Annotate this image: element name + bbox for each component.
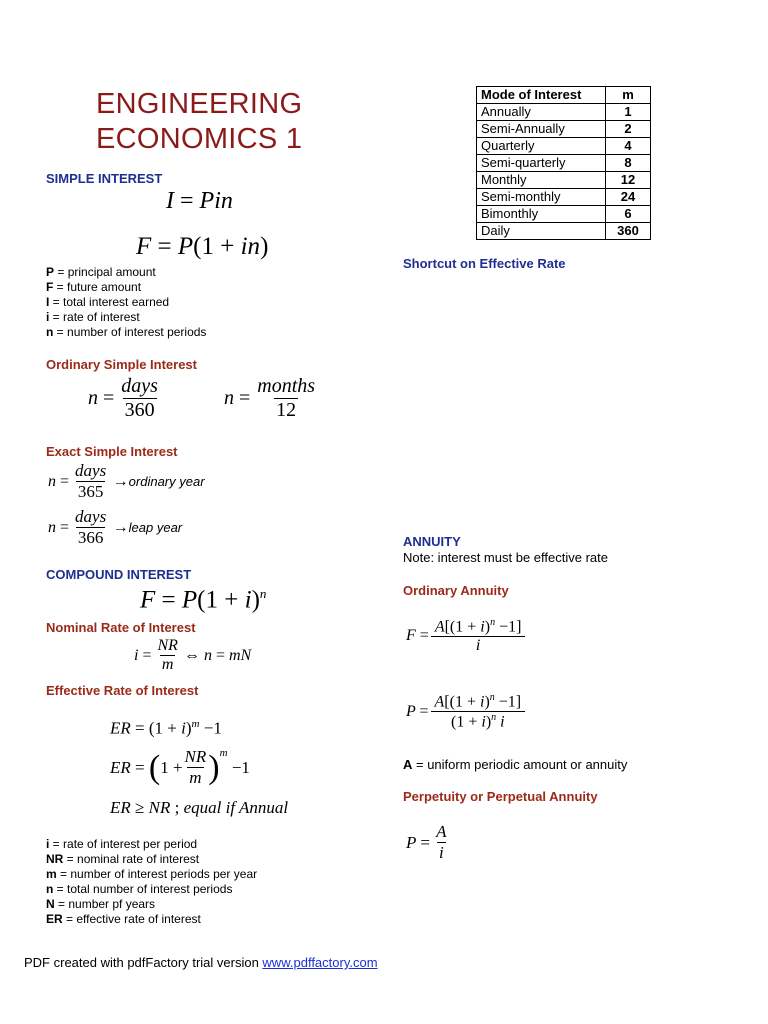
- definition-row: i = rate of interest per period: [46, 837, 198, 851]
- formula-n-days-360: n = $\frac{\text{days}}{360}$: [88, 375, 158, 421]
- leap-year-label: leap year: [128, 520, 183, 535]
- title-line-2: ECONOMICS 1: [96, 123, 303, 155]
- formula-nominal-rate: i = $\frac{NR}{m}$ ⇔ n = mN: [134, 637, 252, 673]
- annuity-note: Note: interest must be effective rate: [403, 550, 608, 565]
- annuity-definition: A = uniform periodic amount or annuity: [403, 757, 628, 772]
- definition-row: i = rate of interest: [46, 310, 140, 324]
- table-row: Monthly 12: [477, 172, 651, 189]
- formula-effective-rate-1: ER = $(1 + i)^m -1$: [110, 718, 222, 738]
- table-row: Quarterly 4: [477, 138, 651, 155]
- formula-annuity-present: P = $\frac{A[(1 + i)^n -1]}{(1 + i)^n i}$: [406, 692, 523, 732]
- exact-simple-heading: Exact Simple Interest: [46, 444, 178, 459]
- simple-definitions: [46, 265, 206, 340]
- shortcut-heading: Shortcut on Effective Rate: [403, 256, 566, 271]
- ordinary-year-label: ordinary year: [128, 474, 205, 489]
- definition-row: I = total interest earned: [46, 295, 170, 309]
- table-row: Bimonthly 6: [477, 206, 651, 223]
- pdffactory-link[interactable]: www.pdffactory.com: [262, 955, 378, 970]
- table-row: Daily 360: [477, 223, 651, 240]
- formula-er-ge-nr: ER ≥ NR ; equal if Annual: [110, 798, 289, 817]
- title-line-1: ENGINEERING: [96, 88, 303, 120]
- effective-definitions: [46, 837, 257, 927]
- formula-future-simple: F = P(1 + in): [136, 233, 269, 260]
- table-row: Annually 1: [477, 104, 651, 121]
- pdf-footer: [24, 955, 378, 970]
- formula-simple-interest: I = Pin: [166, 188, 233, 214]
- formula-perpetuity: P = $\frac{A}{i}$: [406, 822, 447, 862]
- perpetuity-heading: Perpetuity or Perpetual Annuity: [403, 789, 598, 804]
- formula-effective-rate-2: ER = ( 1 + $\frac{NR}{m}$ ) $^m$ −1: [110, 747, 250, 787]
- er-note: equal if Annual: [183, 798, 289, 817]
- definition-row: ER = effective rate of interest: [46, 912, 201, 926]
- definition-row: F = future amount: [46, 280, 142, 294]
- table-row: Semi-quarterly 8: [477, 155, 651, 172]
- table-row: Semi-Annually 2: [477, 121, 651, 138]
- formula-n-days-366: n = $\frac{\text{days}}{366}$ → leap year: [48, 507, 183, 547]
- formula-compound: $F = P(1 + i)^n$: [140, 586, 267, 614]
- annuity-heading: ANNUITY: [403, 534, 461, 549]
- definition-row: n = number of interest periods: [46, 325, 207, 339]
- definition-row: m = number of interest periods per year: [46, 867, 258, 881]
- definition-row: NR = nominal rate of interest: [46, 852, 200, 866]
- table-header-row: [477, 87, 651, 104]
- formula-n-months-12: n = $\frac{\text{months}}{12}$: [224, 375, 316, 421]
- table-header-m: m: [606, 87, 651, 104]
- effective-rate-heading: Effective Rate of Interest: [46, 683, 199, 698]
- footer-text: PDF created with pdfFactory trial version: [24, 955, 263, 970]
- ordinary-annuity-heading: Ordinary Annuity: [403, 583, 509, 598]
- definition-row: N = number pf years: [46, 897, 156, 911]
- mode-of-interest-table: [476, 86, 651, 240]
- table-header-mode: Mode of Interest: [477, 87, 606, 104]
- nominal-rate-heading: Nominal Rate of Interest: [46, 620, 196, 635]
- ordinary-simple-heading: Ordinary Simple Interest: [46, 357, 197, 372]
- definition-row: n = total number of interest periods: [46, 882, 233, 896]
- simple-interest-heading: SIMPLE INTEREST: [46, 171, 163, 186]
- compound-interest-heading: COMPOUND INTEREST: [46, 567, 192, 582]
- formula-n-days-365: n = $\frac{\text{days}}{365}$ → ordinary year: [48, 461, 205, 501]
- definition-row: P = principal amount: [46, 265, 156, 279]
- table-row: Semi-monthly 24: [477, 189, 651, 206]
- formula-annuity-future: F = $\frac{A[(1 + i)^n -1]}{i}$: [406, 617, 523, 655]
